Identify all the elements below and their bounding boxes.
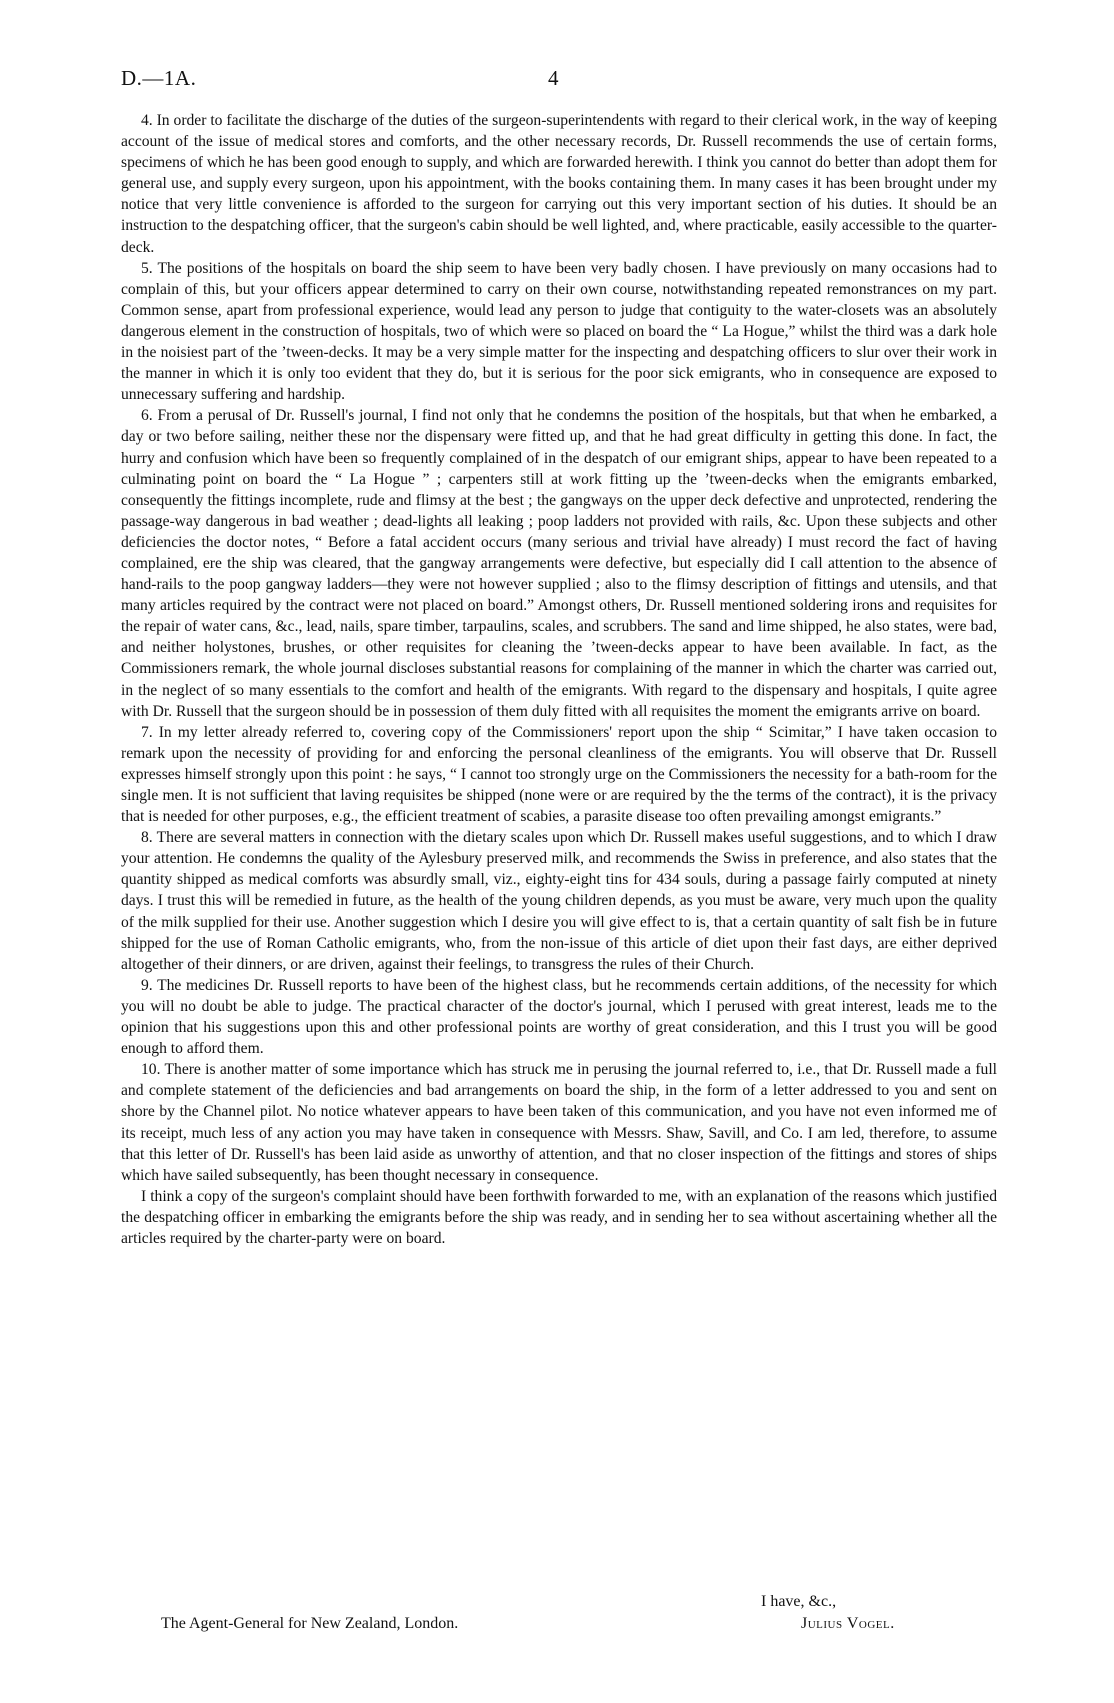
paragraph-9: 9. The medicines Dr. Russell reports to have been of the highest class, but he recommends certain additions, of the necessity for which you will no doubt be able to judge. The practical character of the doctor's journal, which I perused with great interest, leads me to the opinion that his suggestions upon this and other professional points are worthy of great consideration, and this I trust you will be good enough to afford them. — [121, 976, 997, 1058]
paragraph-8: 8. There are several matters in connection with the dietary scales upon which Dr. Russell makes useful suggestions, and to which I draw your attention. He condemns the quality of the Aylesbury preserved milk, and recommends the Swiss in preference, and also states that the quantity shipped as medical comforts was absurdly small, viz., eighty-eight tins for 434 souls, during a passage fairly computed at ninety days. I trust this will be remedied in future, as the health of the young children depends, as you must be aware, very much upon the quality of the milk supplied for their use. Another suggestion which I desire you will give effect to is, that a certain quantity of salt fish be in future shipped for the use of Roman Catholic emigrants, who, from the non-issue of this article of diet upon their fast days, are either deprived altogether of their dinners, or are driven, against their feelings, to transgress the rules of their Church. — [121, 829, 997, 973]
paragraph-5: 5. The positions of the hospitals on board the ship seem to have been very badly chosen. I have previously on many occasions had to complain of this, but your officers appear determined to carry on their own course, notwithstanding repeated remonstrances on my part. Common sense, apart from professional experience, would lead any person to judge that contiguity to the water-closets was an absolutely dangerous element in the construction of hospitals, two of which were so placed on board the “ La Hogue,” whilst the third was a dark hole in the noisiest part of the ’tween-decks. It may be a very simple matter for the inspecting and despatching officers to slur over their work in the manner in which it is only too evident that they do, but it is serious for the poor sick emigrants, who in consequence are exposed to unnecessary suffering and hardship. — [121, 259, 997, 404]
paragraph-closing: I think a copy of the surgeon's complaint should have been forthwith forwarded to me, with an explanation of the reasons which justified the despatching officer in embarking the emigrants before the ship was ready, and in sending her to sea without ascertaining whether all the articles required by the charter-party were on board. — [121, 1187, 997, 1247]
paragraph-4: 4. In order to facilitate the discharge of the duties of the surgeon-superintendents with regard to their clerical work, in the way of keeping account of the issue of medical stores and comforts, and the other necessary records, Dr. Russell recommends the use of certain forms, specimens of which he has been good enough to supply, and which are forwarded herewith. I think you cannot do better than adopt them for general use, and supply every surgeon, upon his appointment, with the books containing them. In many cases it has been brought under my notice that very little convenience is afforded to the surgeon for carrying out this very important section of his duties. It should be an instruction to the despatching officer, that the surgeon's cabin should be well lighted, and, where practicable, easily accessible to the quarter-deck. — [121, 112, 997, 256]
paragraph-6: 6. From a perusal of Dr. Russell's journal, I find not only that he condemns the position of the hospitals, but that when he embarked, a day or two before sailing, neither these nor the dispensary were fitted up, and that he had great difficulty in getting this done. In fact, the hurry and confusion which have been so frequently complained of in the despatch of our emigrant ships, appear to have been repeated to a culminating point on board the “ La Hogue ” ; carpenters still at work fitting up the ’tween-decks when the emigrants embarked, consequently the fittings incomplete, rude and flimsy at the best ; the gangways on the upper deck defective and unprotected, rendering the passage-way dangerous in bad weather ; dead-lights all leaking ; poop ladders not provided with rails, &c. Upon these subjects and other deficiencies the doctor notes, “ Before a fatal accident occurs (many serious and trivial have already) I must record the fact of having complained, ere the ship was cleared, that the gangway arrangements were defective, but especially did I call attention to the absence of hand-rails to the poop gangway ladders—they were not however supplied ; also to the flimsy description of fittings and utensils, and that many articles required by the contract were not placed on board.” Amongst others, Dr. Russell mentioned soldering irons and requisites for the repair of water cans, &c., lead, nails, spare timber, tarpaulins, scales, and scrubbers. The sand and lime shipped, he also states, were bad, and neither holystones, brushes, or other requisites for cleaning the ’tween-decks appear to have been available. In fact, as the Commissioners remark, the whole journal discloses substantial reasons for complaining of the manner in which the charter was carried out, in the neglect of so many essentials to the comfort and health of the emigrants. With regard to the dispensary and hospitals, I quite agree with Dr. Russell that the surgeon should be in possession of them duly fitted with all requisites the moment the emigrants arrive on board. — [121, 407, 997, 720]
paragraph-7: 7. In my letter already referred to, covering copy of the Commissioners' report upon the ship “ Scimitar,” I have taken occasion to remark upon the necessity of providing for and enforcing the personal cleanliness of the emigrants. You will observe that Dr. Russell expresses himself strongly upon this point : he says, “ I cannot too strongly urge on the Commissioners the necessity for a bath-room for the single men. It is not sufficient that laving requisites be shipped (none were or are required by the the terms of the contract), it is the privacy that is needed for other purposes, e.g., the efficient treatment of scabies, a parasite disease too often prevailing amongst emigrants.” — [121, 723, 997, 826]
letter-closing — [121, 1593, 997, 1643]
page-header — [121, 66, 997, 94]
letter-body — [121, 110, 997, 1249]
series-code: D.—1A. — [121, 66, 197, 90]
page-number: 4 — [548, 66, 559, 90]
recipient-line: The Agent-General for New Zealand, London. — [161, 1615, 459, 1632]
paragraph-10: 10. There is another matter of some importance which has struck me in perusing the journal referred to, i.e., that Dr. Russell made a full and complete statement of the deficiencies and bad arrangements on board the ship, in the form of a letter addressed to you and sent on shore by the Channel pilot. No notice whatever appears to have been taken of this communication, and you have not even informed me of its receipt, much less of any action you may have taken in consequence with Messrs. Shaw, Savill, and Co. I am led, therefore, to assume that this letter of Dr. Russell's has been laid aside as unworthy of attention, and that no closer inspection of the fittings and stores of ships which have sailed subsequently, has been thought necessary in consequence. — [121, 1061, 997, 1184]
salutation: I have, &c., — [761, 1593, 837, 1610]
signature: Julius Vogel. — [801, 1615, 895, 1632]
